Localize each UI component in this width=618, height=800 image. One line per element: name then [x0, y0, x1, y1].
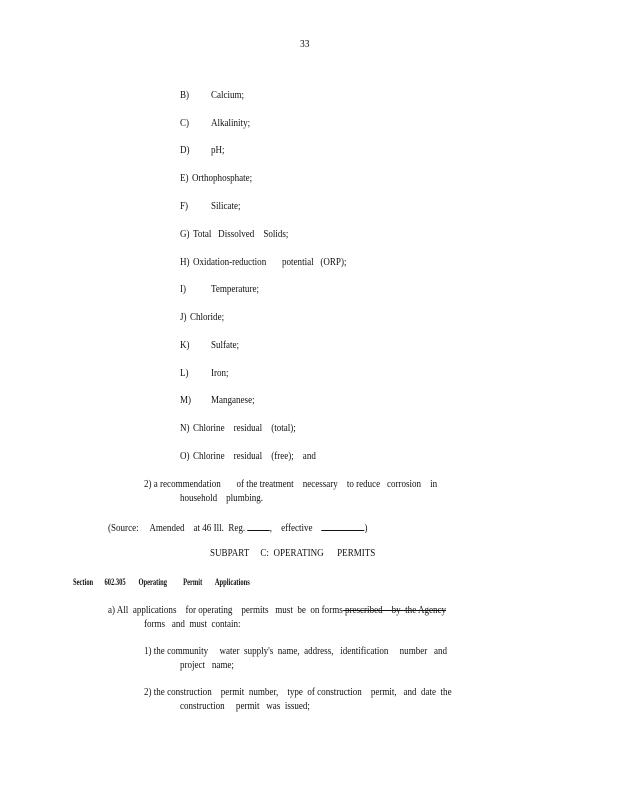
- list-item-label: G): [180, 229, 190, 240]
- list-item-text: Manganese;: [210, 395, 255, 406]
- paragraph-a-text: a) All applications for operating permits must be on forms: [108, 605, 343, 616]
- paragraph-2-line-2: household plumbing.: [180, 493, 264, 504]
- list-item-label: B): [180, 90, 190, 101]
- list-item-label: H): [180, 257, 190, 268]
- list-item-b: [180, 89, 244, 102]
- list-item-text: Chlorine residual (total);: [192, 423, 296, 434]
- list-item-label: E): [180, 173, 189, 184]
- list-item-label: C): [180, 118, 190, 129]
- list-item-text: Chlorine residual (free); and: [192, 451, 316, 462]
- paragraph-a-line-1: [108, 604, 446, 617]
- list-item-label: D): [180, 145, 190, 156]
- source-suffix: ): [364, 523, 368, 534]
- list-item-text: Alkalinity;: [210, 118, 251, 129]
- list-item-n: [180, 422, 296, 435]
- list-item-text: Temperature;: [210, 284, 259, 295]
- page-number: 33: [300, 38, 310, 50]
- struck-text: prescribed by the Agency: [342, 605, 447, 616]
- section-heading: Section 602.305 Operating Permit Applications: [73, 577, 250, 587]
- list-item-label: I): [180, 284, 187, 295]
- source-blank-date: [322, 520, 365, 531]
- list-item-f: [180, 200, 241, 213]
- list-item-i: [180, 283, 259, 296]
- list-item-text: Orthophosphate;: [191, 173, 253, 184]
- list-item-label: J): [180, 312, 187, 323]
- list-item-k: [180, 339, 239, 352]
- list-item-text: Oxidation-reduction potential (ORP);: [192, 257, 347, 268]
- list-item-text: pH;: [210, 145, 225, 156]
- list-item-j: [180, 311, 224, 324]
- list-item-c: [180, 117, 250, 130]
- list-item-label: K): [180, 340, 190, 351]
- list-item-h: [180, 256, 346, 269]
- source-note: [108, 520, 368, 535]
- paragraph-a2-line-1: 2) the construction permit number, type of construction permit, and date the: [144, 687, 452, 698]
- paragraph-a-line-2: forms and must contain:: [144, 619, 241, 630]
- paragraph-2-line-1: 2) a recommendation of the treatment necessary to reduce corrosion in: [144, 479, 438, 490]
- list-item-text: Iron;: [210, 368, 229, 379]
- list-item-text: Calcium;: [210, 90, 245, 101]
- list-item-g: [180, 228, 288, 241]
- list-item-d: [180, 144, 225, 157]
- subpart-heading: SUBPART C: OPERATING PERMITS: [210, 548, 376, 559]
- list-item-m: [180, 394, 255, 407]
- list-item-text: Sulfate;: [210, 340, 240, 351]
- source-mid: , effective: [269, 523, 313, 534]
- list-item-text: Silicate;: [210, 201, 241, 212]
- paragraph-a1-line-2: project name;: [180, 660, 234, 671]
- paragraph-a1-line-1: 1) the community water supply's name, address, identification number and: [144, 646, 448, 657]
- list-item-label: F): [180, 201, 189, 212]
- list-item-l: [180, 367, 229, 380]
- source-blank-register: [247, 520, 269, 531]
- list-item-text: Total Dissolved Solids;: [192, 229, 289, 240]
- list-item-o: [180, 450, 316, 463]
- paragraph-a2-line-2: construction permit was issued;: [180, 701, 310, 712]
- list-item-e: [180, 172, 252, 185]
- source-prefix: (Source: Amended at 46 Ill. Reg.: [108, 523, 246, 534]
- list-item-label: M): [180, 395, 192, 406]
- list-item-label: L): [180, 368, 189, 379]
- list-item-label: O): [180, 451, 190, 462]
- list-item-label: N): [180, 423, 190, 434]
- list-item-text: Chloride;: [189, 312, 225, 323]
